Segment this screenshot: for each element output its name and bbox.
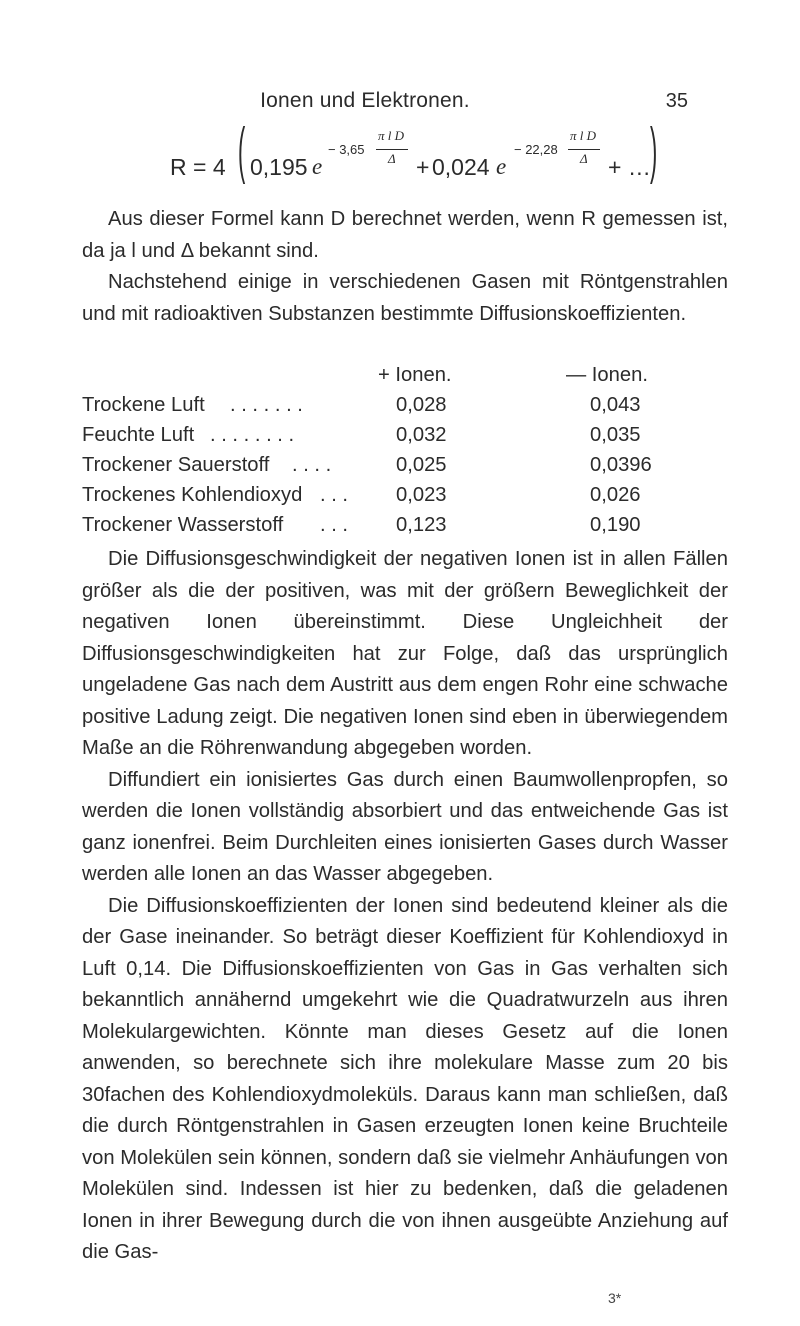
paragraph-table-intro: Nachstehend einige in verschiedenen Gasen mit Röntgenstrahlen und mit radioaktiven Substanzen bestimmte Diffusionskoeffizienten. (82, 271, 728, 325)
value-negative: 0,190 (590, 514, 641, 536)
paragraph-formula-note: Aus dieser Formel kann D berechnet werden, wenn R gemessen ist, da ja l und Δ bekannt sind. (82, 208, 728, 262)
formula-coef2: 0,024 (432, 154, 490, 180)
dot-leader: . . . . . . . (230, 394, 303, 416)
dot-leader: . . . . . . . . (210, 424, 295, 446)
table-row (82, 510, 742, 540)
formula-exp1-bar (376, 149, 408, 150)
value-positive: 0,025 (396, 454, 447, 476)
paragraph-cotton-plug: Diffundiert ein ionisiertes Gas durch einen Baumwollenpropfen, so werden die Ionen vollständig absorbiert und das entweichende Gas ist ganz ionenfrei. Beim Durchleiten eines ionisierten Gases durch Wasser werden alle Ionen an das Wasser abgegeben. (82, 768, 728, 885)
table-header (82, 360, 742, 390)
formula-e2: e (496, 154, 507, 179)
value-positive: 0,032 (396, 424, 447, 446)
table-row (82, 420, 742, 450)
value-negative: 0,026 (590, 484, 641, 506)
formula-exp1-den: Δ (388, 151, 396, 166)
gas-name: Trockene Luft (82, 394, 205, 416)
formula-exp2-bar (568, 149, 600, 150)
formula-exp2-num: π l D (570, 128, 597, 143)
gas-name: Trockenes Kohlendioxyd (82, 484, 303, 506)
value-positive: 0,023 (396, 484, 447, 506)
formula-lhs: R = 4 (170, 154, 226, 180)
formula-e1: e (312, 154, 323, 179)
formula-close-paren: ) (650, 116, 658, 185)
running-title: Ionen und Elektronen. (260, 89, 470, 112)
formula-tail: + … (608, 154, 651, 180)
col-header-positive: + Ionen. (378, 364, 452, 386)
paragraph-coefficients: Die Diffusionskoeffizienten der Ionen sind bedeutend kleiner als die der Gase ineinander. So beträgt dieser Koeffizient für Kohlendioxyd in Luft 0,14. Die Diffusionskoeffizienten von Gas in Gas verhalten sich bekanntlich annähernd umgekehrt wie die Quadratwurzeln aus ihren Molekulargewichten. Könnte man dieses Gesetz auf die Ionen anwenden, so berechnete sich ihre molekulare Masse zum 20 bis 30fachen des Kohlendioxydmoleküls. Daraus kann man schließen, daß die durch Röntgenstrahlen in Gasen erzeugten Ionen keine Bruchteile von Molekülen sein können, sondern daß sie vielmehr Anhäufungen von Molekülen sind. Indessen ist hier zu bedenken, daß die geladenen Ionen in ihrer Bewegung durch die von ihnen ausgeübte Anziehung auf die Gas- (82, 894, 728, 1263)
table-row (82, 450, 742, 480)
col-header-negative: — Ionen. (566, 364, 648, 386)
paragraph-diffusion-speed: Die Diffusionsgeschwindigkeit der negativen Ionen ist in allen Fällen größer als die der positiven, was mit der größern Beweglichkeit der negativen Ionen übereinstimmt. Diese Ungleichheit der Diffusionsgeschwindigkeiten hat zur Folge, daß das ursprünglich ungeladene Gas nach dem Austritt aus dem engen Rohr eine schwache positive Ladung zeigt. Die negativen Ionen sind eben in überwiegendem Maße an die Röhrenwandung abgegeben worden. (82, 548, 728, 759)
formula-exp2-sign: − 22,28 (514, 142, 558, 157)
formula-coef1: 0,195 (250, 154, 308, 180)
formula-exp2-den: Δ (580, 151, 588, 166)
page-number: 35 (665, 90, 688, 112)
value-negative: 0,043 (590, 394, 641, 416)
value-positive: 0,028 (396, 394, 447, 416)
formula-exp1-num: π l D (378, 128, 405, 143)
table-row (82, 480, 742, 510)
paragraph-block-1 (82, 204, 728, 330)
diffusion-formula (170, 116, 730, 196)
paragraph-block-2 (82, 544, 728, 1269)
gas-name: Feuchte Luft (82, 424, 195, 446)
formula-open-paren: ( (238, 116, 246, 185)
formula-exp1-sign: − 3,65 (328, 142, 365, 157)
gas-name: Trockener Sauerstoff (82, 454, 270, 476)
running-head (0, 84, 800, 118)
dot-leader: . . . . (292, 454, 332, 476)
table-row (82, 390, 742, 420)
dot-leader: . . . (320, 514, 349, 536)
formula-plus: + (416, 154, 430, 180)
dot-leader: . . . (320, 484, 349, 506)
gas-name: Trockener Wasserstoff (82, 514, 284, 536)
value-positive: 0,123 (396, 514, 447, 536)
signature-mark: 3* (608, 1290, 622, 1306)
value-negative: 0,035 (590, 424, 641, 446)
diffusion-table (82, 360, 742, 540)
value-negative: 0,0396 (590, 454, 652, 476)
